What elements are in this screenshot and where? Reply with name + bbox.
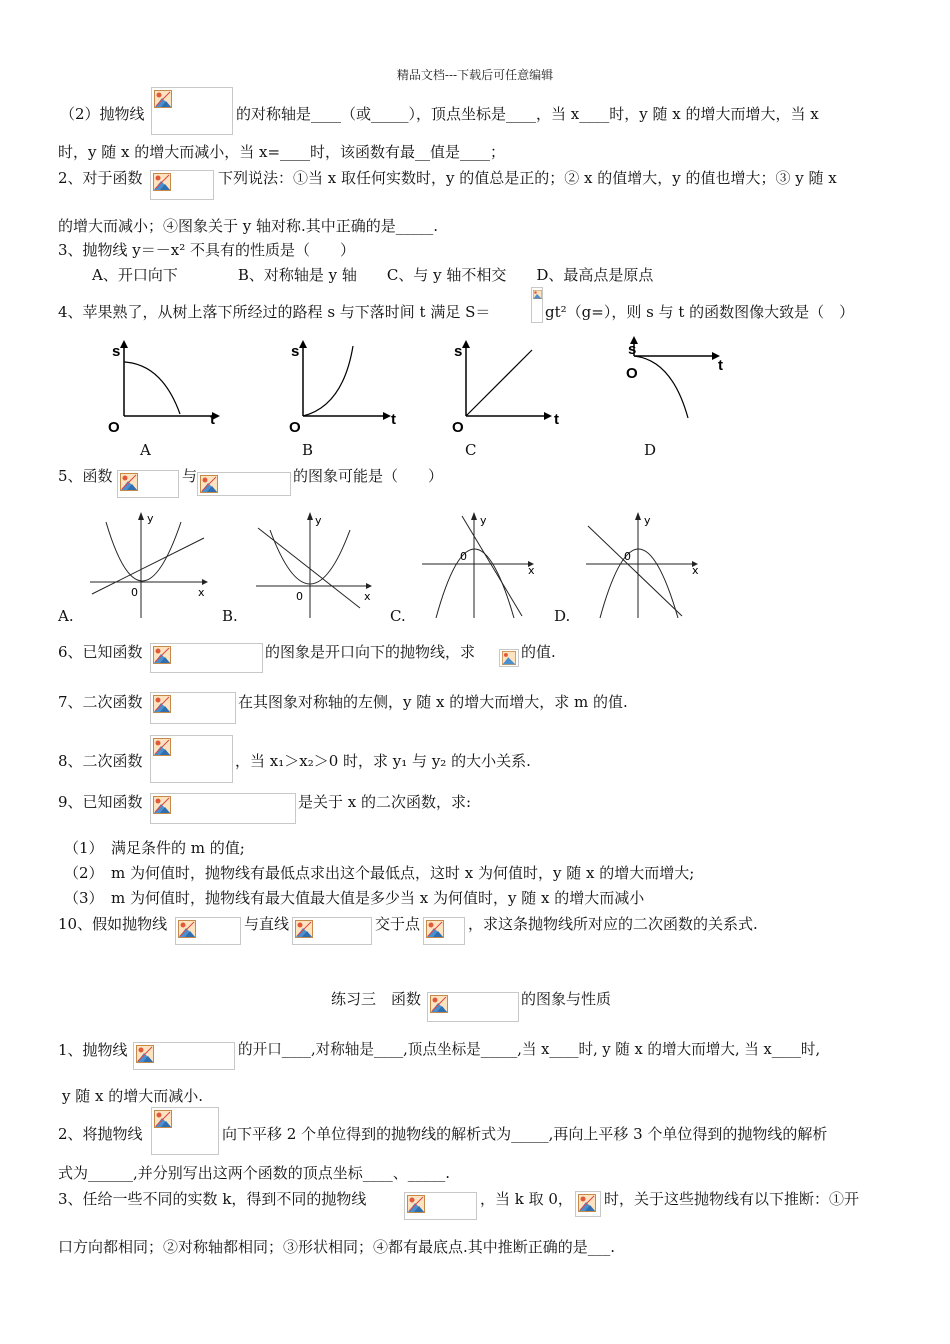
axis-t-label: t [718,357,723,374]
origin-label: O [452,419,464,436]
origin-label: 0 [624,550,631,563]
formula-image [151,87,233,135]
origin-label: 0 [131,586,138,599]
formula-image [150,735,233,783]
axis-s-label: s [454,343,463,360]
q5-option-a: A. [58,607,74,625]
axis-x-label: x [528,564,535,577]
q4-option-b: B [302,441,314,459]
origin-label: O [289,419,301,436]
s2-text-rest: 向下平移 2 个单位得到的抛物线的解析式为_____,再向上平移 3 个单位得到的抛物线的解析 [222,1125,828,1143]
broken-image-icon [120,473,138,491]
broken-image-icon [501,651,517,665]
page-header: 精品文档---下载后可任意编辑 [396,68,554,82]
formula-image [117,470,179,498]
s1-text-start: 1、抛物线 [58,1041,128,1059]
broken-image-icon [153,695,171,713]
q10-text-point: 交于点 [375,915,421,933]
s2-text-start: 2、将抛物线 [58,1125,143,1143]
axis-s-label: s [112,343,121,360]
q9-sub-2: （2） m 为何值时，抛物线有最低点求出这个最低点，这时 x 为何值时，y 随 x 的增大而增大; [64,864,695,882]
formula-image [197,472,291,496]
axis-x-label: x [364,590,371,603]
q4-graph-a [100,336,230,436]
formula-image [150,170,214,200]
axis-s-label: s [628,341,637,358]
formula-image [292,917,372,945]
q4-text-start: 4、苹果熟了，从树上落下所经过的路程 s 与下落时间 t 满足 S＝ [58,303,491,321]
formula-image [150,643,263,673]
q5-option-b: B. [222,607,238,625]
broken-image-icon [426,920,444,938]
q5-text-rest: 的图象可能是（ ） [293,467,444,485]
section-title-start: 练习三 函数 [331,990,422,1008]
fraction-image [531,287,543,323]
q9-text-start: 9、已知函数 [58,793,143,811]
formula-image [404,1192,477,1220]
s2-text-line2: 式为______,并分别写出这两个函数的顶点坐标____、_____. [58,1164,451,1182]
formula-image [575,1191,601,1217]
q10-text-start: 10、假如抛物线 [58,915,168,933]
q5-text-start: 5、函数 [58,467,113,485]
q4-option-c: C [465,441,477,459]
axis-y-label: y [480,514,487,527]
q5-graph-d [582,510,707,622]
s3-text-start: 3、任给一些不同的实数 k，得到不同的抛物线 [58,1190,367,1208]
formula-image [423,917,465,945]
broken-image-icon [430,995,448,1013]
origin-label: O [626,365,638,382]
broken-image-icon [136,1045,154,1063]
broken-image-icon [153,173,171,191]
s1-text-rest: 的开口____,对称轴是____,顶点坐标是_____,当 x____时, y 随 x 的增大而增大, 当 x____时, [238,1041,821,1058]
q2-text-rest: 下列说法：①当 x 取任何实数时，y 的值总是正的；② x 的值增大，y 的值也增大；③ y 随 x [218,169,837,187]
q4-option-d: D [644,441,657,459]
q5-option-c: C. [390,607,406,625]
formula-image [150,692,236,724]
q5-option-d: D. [554,607,571,625]
q4-graph-c [448,336,578,436]
q4-option-a: A [140,441,151,459]
origin-label: 0 [296,590,303,603]
q2-text-line2: 的增大而减小；④图象关于 y 轴对称.其中正确的是_____. [58,217,439,235]
q4-graph-d [612,336,742,436]
q9-text-rest: 是关于 x 的二次函数，求: [298,793,472,811]
formula-image [151,1107,219,1155]
q5-graph-a [86,510,211,622]
axis-t-label: t [391,411,396,428]
axis-t-label: t [554,411,559,428]
origin-label: 0 [460,550,467,563]
q3-options: A、开口向下 B、对称轴是 y 轴 C、与 y 轴不相交 D、最高点是原点 [92,266,654,284]
axis-y-label: y [644,514,651,527]
broken-image-icon [533,290,542,299]
q8-text-rest: ，当 x₁＞x₂＞0 时，求 y₁ 与 y₂ 的大小关系. [235,752,531,770]
axis-y-label: y [147,512,154,525]
q3-text: 3、抛物线 y＝－x² 不具有的性质是（ ） [58,241,356,259]
broken-image-icon [295,920,313,938]
q10-text-end: ，求这条抛物线所对应的二次函数的关系式. [468,915,758,933]
s3-text-line2: 口方向都相同；②对称轴都相同；③形状相同；④都有最底点.其中推断正确的是___. [58,1238,616,1256]
axis-y-label: y [315,514,322,527]
origin-label: O [108,419,120,436]
q1-text-rest: 的对称轴是____（或_____），顶点坐标是____，当 x____时，y 随 x 的增大而增大，当 x [236,105,819,123]
broken-image-icon [578,1194,596,1212]
q9-sub-1: （1） 满足条件的 m 的值; [64,839,245,857]
broken-image-icon [154,90,172,108]
axis-x-label: x [198,586,205,599]
q6-text-end: 的值. [521,643,556,661]
q4-graph-b [283,336,413,436]
q6-text-start: 6、已知函数 [58,643,143,661]
axis-x-label: x [692,564,699,577]
q5-graph-c [418,510,543,622]
q10-text-line: 与直线 [244,915,290,933]
q5-text-and: 与 [182,467,198,485]
broken-image-icon [153,796,171,814]
q1-text-start: （2）抛物线 [60,105,145,123]
formula-image [150,793,296,824]
section-title-end: 的图象与性质 [521,990,612,1008]
variable-image [499,649,519,667]
q4-text-rest: gt²（g=），则 s 与 t 的函数图像大致是（ ） [545,303,855,321]
broken-image-icon [153,738,171,756]
q7-text-rest: 在其图象对称轴的左侧，y 随 x 的增大而增大，求 m 的值. [238,693,628,711]
s1-text-line2: y 随 x 的增大而减小. [62,1087,204,1105]
q8-text-start: 8、二次函数 [58,752,143,770]
formula-image [133,1042,235,1070]
q5-graph-b [252,510,377,622]
q6-text-mid: 的图象是开口向下的抛物线，求 [265,643,476,661]
q7-text-start: 7、二次函数 [58,693,143,711]
s3-text-mid: ，当 k 取 0， [480,1190,573,1208]
axis-s-label: s [291,343,300,360]
formula-image [427,992,519,1022]
q9-sub-3: （3） m 为何值时，抛物线有最大值最大值是多少当 x 为何值时，y 随 x 的增大而减小 [64,889,645,907]
axis-t-label: t [210,411,215,428]
q2-text-start: 2、对于函数 [58,169,143,187]
broken-image-icon [200,475,218,493]
broken-image-icon [407,1195,425,1213]
broken-image-icon [178,920,196,938]
formula-image [175,917,241,945]
q1-text-line2: 时，y 随 x 的增大而减小，当 x=____时，该函数有最__值是____； [58,143,506,161]
s3-text-rest: 时，关于这些抛物线有以下推断：①开 [604,1190,860,1208]
broken-image-icon [154,1110,172,1128]
broken-image-icon [153,646,171,664]
